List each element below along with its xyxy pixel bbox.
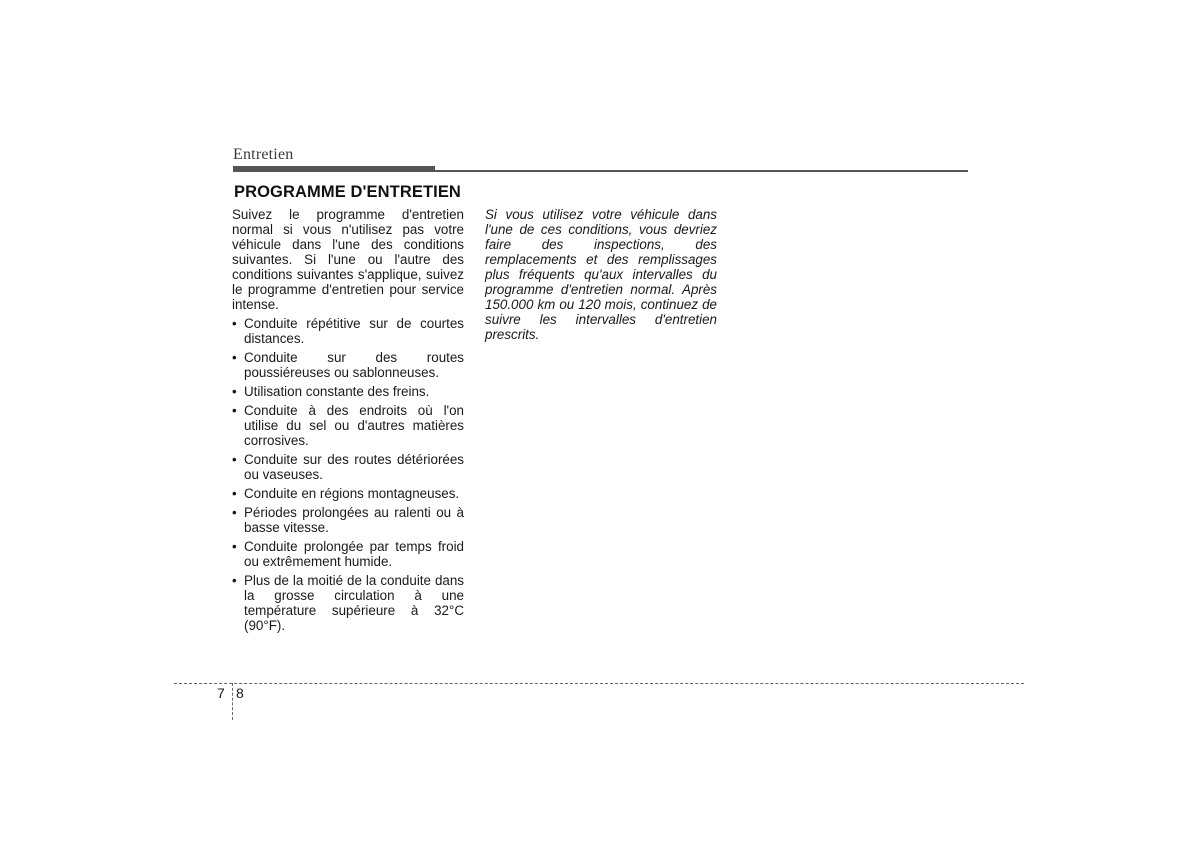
list-item	[232, 452, 464, 482]
list-item	[232, 539, 464, 569]
list-item-text: Conduite répétitive sur de courtes distances.	[244, 316, 464, 346]
right-column	[485, 207, 717, 342]
list-item-text: Plus de la moitié de la conduite dans la grosse circulation à une température supérieure à 32°C (90°F).	[244, 573, 464, 633]
footer-divider	[232, 683, 233, 720]
conditions-list	[232, 316, 464, 633]
list-item-text: Périodes prolongées au ralenti ou à basse vitesse.	[244, 505, 464, 535]
list-item	[232, 573, 464, 633]
left-column	[232, 207, 464, 637]
list-item	[232, 384, 464, 399]
bullet-icon: •	[232, 350, 237, 365]
list-item-text: Conduite à des endroits où l'on utilise du sel ou d'autres matières corrosives.	[244, 403, 464, 448]
bullet-icon: •	[232, 539, 237, 554]
section-title: PROGRAMME D'ENTRETIEN	[234, 183, 461, 201]
list-item	[232, 505, 464, 535]
list-item-text: Conduite prolongée par temps froid ou extrêmement humide.	[244, 539, 464, 569]
list-item	[232, 403, 464, 448]
list-item-text: Conduite sur des routes poussiéreuses ou sablonneuses.	[244, 350, 464, 380]
bullet-icon: •	[232, 452, 237, 467]
bullet-icon: •	[232, 486, 237, 501]
bullet-icon: •	[232, 573, 237, 588]
intro-paragraph: Suivez le programme d'entretien normal si vous n'utilisez pas votre véhicule dans l'une des conditions suivantes. Si l'une ou l'autre des conditions suivantes s'applique, suivez le programme d'entretien pour service intense.	[232, 207, 464, 312]
list-item-text: Conduite en régions montagneuses.	[244, 486, 460, 501]
bullet-icon: •	[232, 316, 237, 331]
list-item-text: Conduite sur des routes détériorées ou vaseuses.	[244, 452, 464, 482]
list-item-text: Utilisation constante des freins.	[244, 384, 430, 399]
page-number: 8	[236, 685, 244, 701]
header-rule-thin	[435, 170, 968, 172]
list-item	[232, 486, 464, 501]
chapter-header: Entretien	[233, 146, 294, 163]
list-item	[232, 316, 464, 346]
bullet-icon: •	[232, 384, 237, 399]
severe-service-note: Si vous utilisez votre véhicule dans l'une de ces conditions, vous devriez faire des inspections, des remplacements et des remplissages plus fréquents qu'aux intervalles du programme d'entretien normal. Après 150.000 km ou 120 mois, continuez de suivre les intervalles d'entretien prescrits.	[485, 207, 717, 342]
bullet-icon: •	[232, 505, 237, 520]
chapter-number: 7	[217, 685, 225, 701]
bullet-icon: •	[232, 403, 237, 418]
header-rule-thick	[233, 166, 435, 172]
list-item	[232, 350, 464, 380]
footer-rule	[174, 683, 1024, 684]
